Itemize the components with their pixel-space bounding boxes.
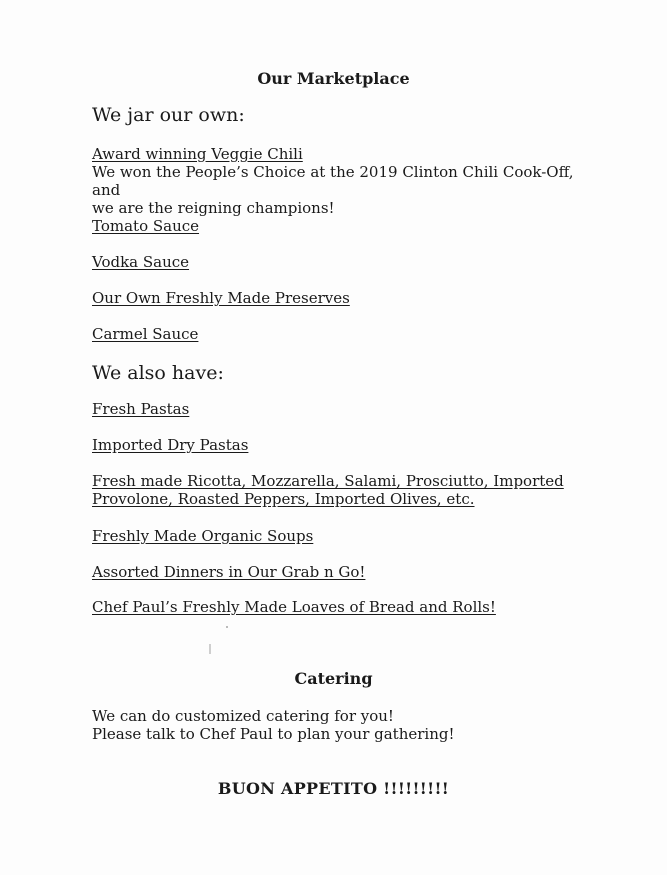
- item-line: Provolone, Roasted Peppers, Imported Olives, etc.: [92, 490, 475, 508]
- item-line: Fresh made Ricotta, Mozzarella, Salami, Prosciutto, Imported: [92, 472, 564, 490]
- item-carmel-sauce: Carmel Sauce: [92, 325, 199, 343]
- description-line: we are the reigning champions!: [92, 199, 335, 217]
- scan-speck: [226, 626, 228, 628]
- item-vodka-sauce: Vodka Sauce: [92, 253, 190, 271]
- catering-line: Please talk to Chef Paul to plan your gathering!: [92, 725, 455, 743]
- scan-speck: [209, 644, 211, 654]
- item-organic-soups: Freshly Made Organic Soups: [92, 527, 314, 545]
- item-fresh-pastas: Fresh Pastas: [92, 400, 190, 418]
- item-veggie-chili: Award winning Veggie Chili: [92, 145, 303, 163]
- item-bread-rolls: Chef Paul’s Freshly Made Loaves of Bread and Rolls!: [92, 598, 496, 616]
- catering-title: Catering: [294, 669, 373, 688]
- jar-heading: We jar our own:: [92, 104, 245, 126]
- item-tomato-sauce: Tomato Sauce: [92, 217, 200, 235]
- page-title: Our Marketplace: [257, 69, 410, 88]
- veggie-chili-description: [92, 163, 582, 217]
- item-preserves: Our Own Freshly Made Preserves: [92, 289, 350, 307]
- item-grab-n-go: Assorted Dinners in Our Grab n Go!: [92, 563, 366, 581]
- catering-text: [92, 707, 572, 743]
- also-heading: We also have:: [92, 362, 224, 384]
- description-line: We won the People’s Choice at the 2019 Clinton Chili Cook-Off, and: [92, 163, 574, 199]
- catering-line: We can do customized catering for you!: [92, 707, 394, 725]
- item-dry-pastas: Imported Dry Pastas: [92, 436, 249, 454]
- item-cheeses-meats: [92, 472, 572, 508]
- closing-text: BUON APPETITO !!!!!!!!!: [217, 779, 450, 798]
